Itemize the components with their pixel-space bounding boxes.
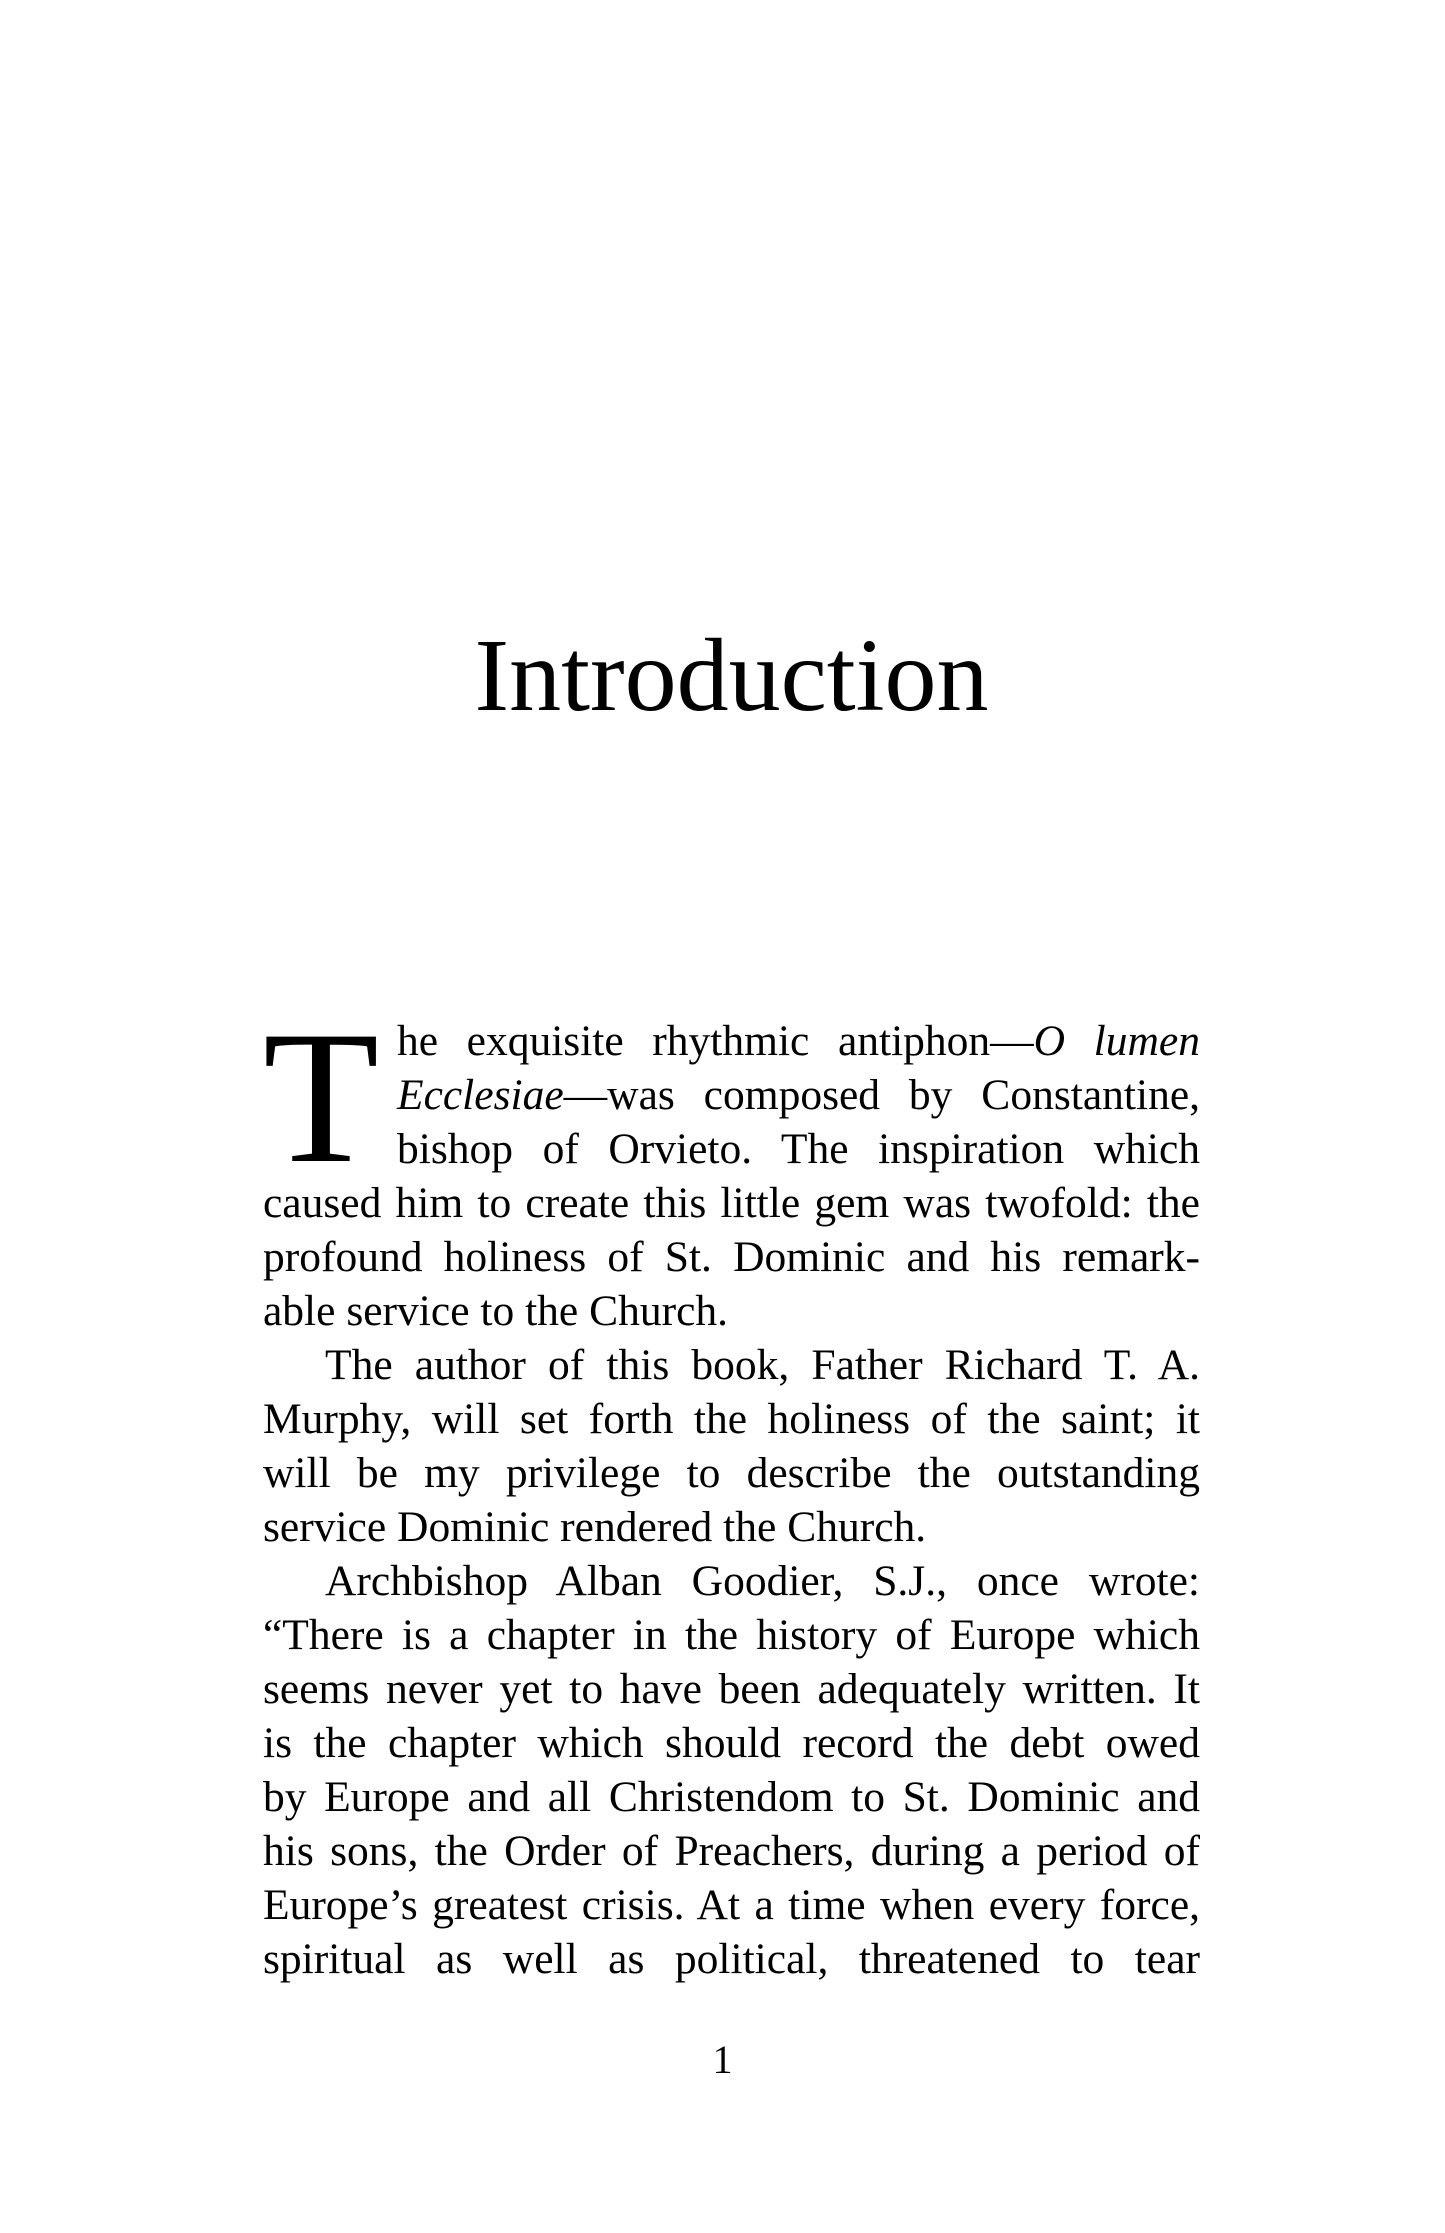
text-line xyxy=(263,1554,1200,1608)
text-segment: Murphy, will set forth the holiness of the saint; it xyxy=(263,1395,1200,1443)
text-segment: spiritual as well as political, threatened to tear xyxy=(263,1935,1200,1983)
paragraph xyxy=(263,993,1200,1338)
text-line xyxy=(263,1014,1200,1068)
text-line xyxy=(263,1338,1200,1392)
text-line xyxy=(263,1230,1200,1284)
text-line xyxy=(263,1662,1200,1716)
text-segment: by Europe and all Christendom to St. Dominic and xyxy=(263,1773,1200,1821)
text-segment: The author of this book, Father Richard T. A. xyxy=(325,1341,1200,1389)
text-segment: his sons, the Order of Preachers, during a period of xyxy=(263,1827,1200,1875)
page-number: 1 xyxy=(712,2037,733,2082)
text-line xyxy=(263,1392,1200,1446)
text-segment: is the chapter which should record the debt owed xyxy=(263,1719,1200,1767)
text-segment: profound holiness of St. Dominic and his remark- xyxy=(263,1233,1200,1281)
text-segment: —was composed by Constantine, xyxy=(563,1071,1200,1119)
text-segment: he exquisite rhythmic antiphon— xyxy=(397,1017,1034,1065)
text-line xyxy=(263,1932,1200,1986)
text-line xyxy=(263,1878,1200,1932)
text-segment: able service to the Church. xyxy=(263,1287,729,1335)
text-line xyxy=(263,1716,1200,1770)
text-line xyxy=(263,1176,1200,1230)
text-line xyxy=(263,1068,1200,1122)
text-segment: Europe’s greatest crisis. At a time when every force, xyxy=(263,1881,1200,1929)
text-segment: bishop of Orvieto. The inspiration which xyxy=(397,1125,1200,1173)
italic-text-segment: O lumen xyxy=(1033,1017,1200,1065)
text-segment: service Dominic rendered the Church. xyxy=(263,1503,927,1551)
text-line xyxy=(263,1500,1200,1554)
text-line xyxy=(263,1446,1200,1500)
chapter-heading: Introduction xyxy=(474,618,989,733)
text-line xyxy=(263,1770,1200,1824)
text-line xyxy=(263,1284,1200,1338)
text-segment: Archbishop Alban Goodier, S.J., once wrote: xyxy=(325,1557,1200,1605)
text-line xyxy=(263,1824,1200,1878)
text-line xyxy=(263,1122,1200,1176)
italic-text-segment: Ecclesiae xyxy=(397,1071,564,1119)
paragraph xyxy=(263,1554,1200,1986)
paragraph xyxy=(263,1338,1200,1554)
drop-cap: T xyxy=(263,993,380,1203)
body-text-block xyxy=(263,993,1200,1986)
text-segment: “There is a chapter in the history of Europe which xyxy=(263,1611,1200,1659)
text-segment: seems never yet to have been adequately written. It xyxy=(263,1665,1200,1713)
text-segment: will be my privilege to describe the outstanding xyxy=(263,1449,1200,1497)
text-segment: caused him to create this little gem was twofold: the xyxy=(263,1179,1200,1227)
text-line xyxy=(263,1608,1200,1662)
